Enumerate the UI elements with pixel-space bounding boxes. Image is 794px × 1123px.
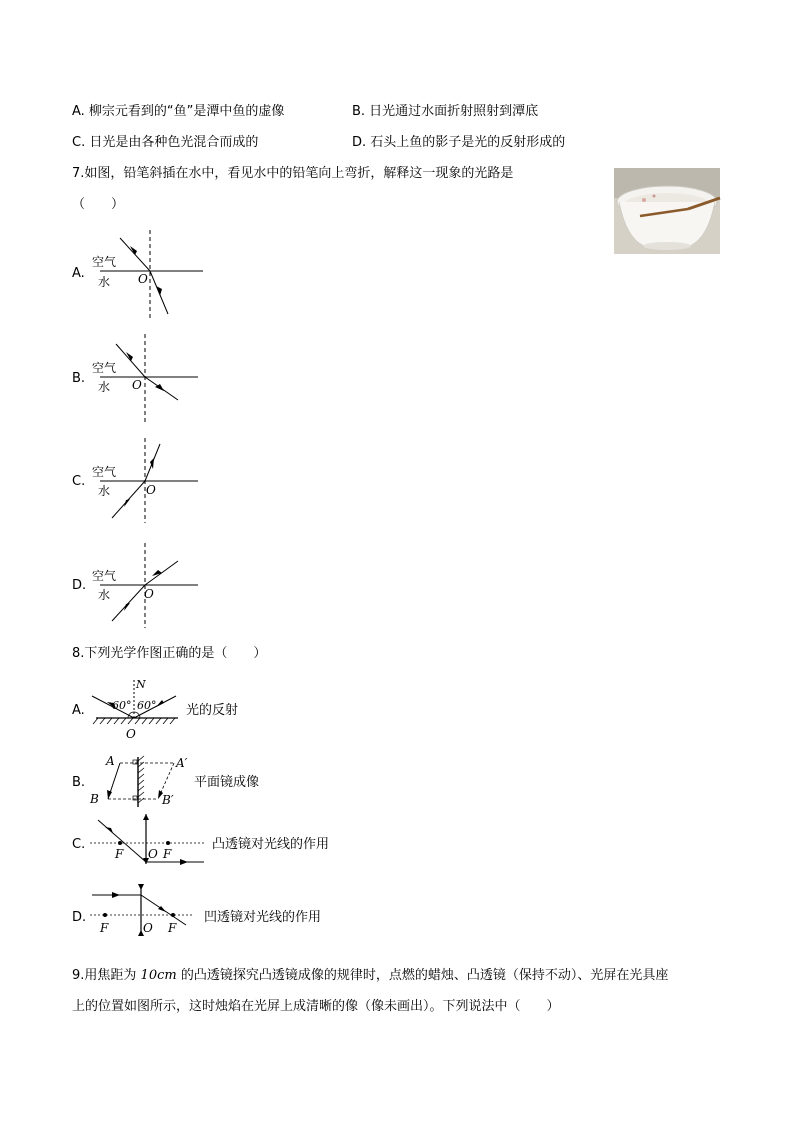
q7-option-b-label[interactable]: B. — [72, 371, 86, 386]
q7-answer-bracket: （ ） — [72, 197, 125, 212]
point-o-label: O — [144, 587, 154, 601]
q7-diagram-d — [88, 543, 208, 633]
q8-option-c-label[interactable]: C. — [72, 837, 86, 852]
air-label: 空气 — [92, 569, 117, 583]
q9-line-1-post: 的凸透镜探究凸透镜成像的规律时，点燃的蜡烛、凸透镜（保持不动）、光屏在光具座 — [176, 968, 669, 983]
q7-option-d-label[interactable]: D. — [72, 578, 87, 593]
focus-left-label: F — [100, 921, 109, 935]
q9-line-1-pre: 9.用焦距为 — [72, 968, 141, 983]
angle-left-label: 60° — [112, 699, 132, 712]
point-b-label: B — [90, 792, 99, 806]
q6-option-a: A. 柳宗元看到的“鱼”是潭中鱼的虚像 — [72, 104, 285, 119]
q8-d-caption: 凹透镜对光线的作用 — [204, 910, 322, 925]
angle-right-label: 60° — [137, 699, 157, 712]
q8-diagram-b-plane-mirror — [86, 749, 196, 811]
point-o-label: O — [138, 272, 148, 286]
focus-left-label: F — [115, 847, 124, 861]
normal-label: N — [136, 678, 146, 691]
q7-diagram-a — [88, 230, 208, 320]
air-label: 空气 — [92, 465, 117, 479]
pencil-in-water-photo — [614, 168, 720, 254]
q8-stem: 8.下列光学作图正确的是（ ） — [72, 646, 267, 661]
point-b-prime-label: B′ — [162, 793, 174, 807]
air-label: 空气 — [92, 255, 117, 269]
point-o-label: O — [126, 727, 136, 741]
water-label: 水 — [98, 275, 111, 289]
q8-diagram-d-concave-lens — [88, 880, 198, 940]
q6-option-c: C. 日光是由各种色光混合而成的 — [72, 135, 259, 150]
q7-diagram-c — [88, 438, 208, 528]
q9-line-1 — [72, 968, 668, 984]
q7-option-a-label[interactable]: A. — [72, 266, 85, 281]
point-o-label: O — [148, 847, 158, 861]
point-o-label: O — [132, 378, 142, 392]
q6-option-b: B. 日光通过水面折射照射到潭底 — [352, 104, 539, 119]
air-label: 空气 — [92, 361, 117, 375]
focus-right-label: F — [163, 847, 172, 861]
q8-option-a-label[interactable]: A. — [72, 703, 85, 718]
q8-a-caption: 光的反射 — [186, 703, 239, 718]
focus-right-label: F — [168, 921, 177, 935]
q6-option-d: D. 石头上鱼的影子是光的反射形成的 — [352, 135, 566, 150]
water-label: 水 — [98, 484, 111, 498]
point-a-prime-label: A′ — [176, 756, 188, 770]
q8-diagram-c-convex-lens — [88, 812, 208, 867]
water-label: 水 — [98, 588, 111, 602]
q9-line-2: 上的位置如图所示，这时烛焰在光屏上成清晰的像（像未画出）。下列说法中（ ） — [72, 999, 560, 1014]
point-a-label: A — [106, 754, 115, 768]
point-o-label: O — [143, 921, 153, 935]
q7-option-c-label[interactable]: C. — [72, 474, 86, 489]
point-o-label: O — [146, 483, 156, 497]
q8-b-caption: 平面镜成像 — [194, 775, 260, 790]
q9-focal-length: 10cm — [140, 968, 177, 983]
q8-c-caption: 凸透镜对光线的作用 — [212, 837, 330, 852]
q8-option-d-label[interactable]: D. — [72, 910, 87, 925]
q7-diagram-b — [88, 334, 208, 424]
q7-stem: 7.如图，铅笔斜插在水中，看见水中的铅笔向上弯折，解释这一现象的光路是 — [72, 166, 514, 181]
q8-diagram-a-reflection — [88, 672, 188, 744]
q8-option-b-label[interactable]: B. — [72, 775, 86, 790]
water-label: 水 — [98, 380, 111, 394]
